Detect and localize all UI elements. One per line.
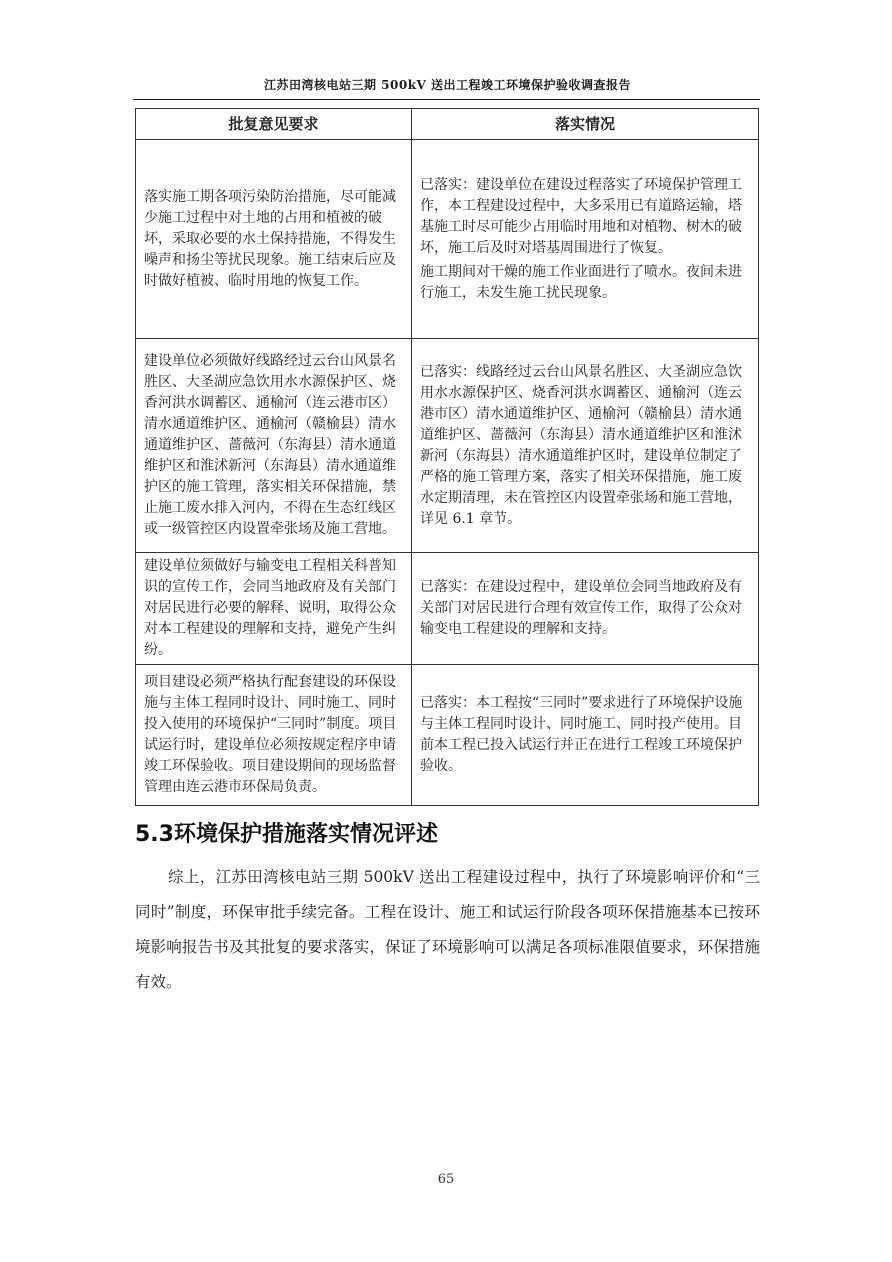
table-row	[136, 553, 759, 665]
table-row	[136, 140, 759, 339]
status-paragraph: 已落实：建设单位在建设过程落实了环境保护管理工作，本工程建设过程中，大多采用已有道路运输，塔基施工时尽可能少占用临时用地和对植物、树木的破坏，施工后及时对塔基周围进行了恢复。	[420, 176, 742, 256]
status-cell	[412, 140, 759, 339]
status-paragraph: 已落实：在建设过程中，建设单位会同当地政府及有关部门对居民进行合理有效宣传工作，取得了公众对输变电工程建设的理解和支持。	[420, 579, 742, 637]
requirement-cell: 建设单位须做好与输变电工程相关科普知识的宣传工作，会同当地政府及有关部门对居民进行必要的解释、说明，取得公众对本工程建设的理解和支持，避免产生纠纷。	[136, 553, 412, 665]
approval-requirements-table	[135, 108, 759, 806]
requirement-cell: 建设单位必须做好线路经过云台山风景名胜区、大圣湖应急饮用水水源保护区、烧香河洪水调蓄区、通榆河（连云港市区）清水通道维护区、通榆河（赣榆县）清水通道维护区、蔷薇河（东海县）清水通道维护区和淮沭新河（东海县）清水通道维护区的施工管理，落实相关环保措施，禁止施工废水排入河内，不得在生态红线区或一级管控区内设置牵张场及施工营地。	[136, 339, 412, 553]
page-number: 65	[437, 1172, 455, 1187]
table-header-row	[136, 109, 759, 140]
status-cell	[412, 553, 759, 665]
requirement-cell: 落实施工期各项污染防治措施，尽可能减少施工过程中对土地的占用和植被的破坏，采取必要的水土保持措施，不得发生噪声和扬尘等扰民现象。施工结束后应及时做好植被、临时用地的恢复工作。	[136, 140, 412, 339]
column-header-requirement: 批复意见要求	[136, 109, 412, 140]
header-divider	[133, 99, 760, 100]
section-heading: 5.3环境保护措施落实情况评述	[135, 822, 438, 847]
status-paragraph: 施工期间对干燥的施工作业面进行了喷水。夜间未进行施工，未发生施工扰民现象。	[420, 263, 742, 301]
table-row	[136, 339, 759, 553]
column-header-status: 落实情况	[412, 109, 759, 140]
status-paragraph: 已落实：线路经过云台山风景名胜区、大圣湖应急饮用水水源保护区、烧香河洪水调蓄区、通榆河（连云港市区）清水通道维护区、通榆河（赣榆县）清水通道维护区、蔷薇河（东海县）清水通道维护区和淮沭新河（东海县）清水通道维护区时，建设单位制定了严格的施工管理方案，落实了相关环保措施，施工废水定期清理，未在管控区内设置牵张场和施工营地，详见 6.1 章节。	[420, 363, 742, 527]
status-paragraph: 已落实：本工程按“三同时”要求进行了环境保护设施与主体工程同时设计、同时施工、同时投产使用。目前本工程已投入试运行并正在进行工程竣工环境保护验收。	[420, 695, 743, 774]
status-cell	[412, 665, 759, 806]
requirement-cell: 项目建设必须严格执行配套建设的环保设施与主体工程同时设计、同时施工、同时投入使用的环境保护“三同时”制度。项目试运行时，建设单位必须按规定程序申请竣工环保验收。项目建设期间的现场监督管理由连云港市环保局负责。	[136, 665, 412, 806]
table-row	[136, 665, 759, 806]
status-cell	[412, 339, 759, 553]
summary-paragraph: 综上，江苏田湾核电站三期 500kV 送出工程建设过程中，执行了环境影响评价和“三同时”制度，环保审批手续完备。工程在设计、施工和试运行阶段各项环保措施基本已按环境影响报告书及其批复的要求落实，保证了环境影响可以满足各项标准限值要求，环保措施有效。	[135, 868, 760, 991]
page-header-title: 江苏田湾核电站三期 500kV 送出工程竣工环境保护验收调查报告	[263, 78, 632, 92]
